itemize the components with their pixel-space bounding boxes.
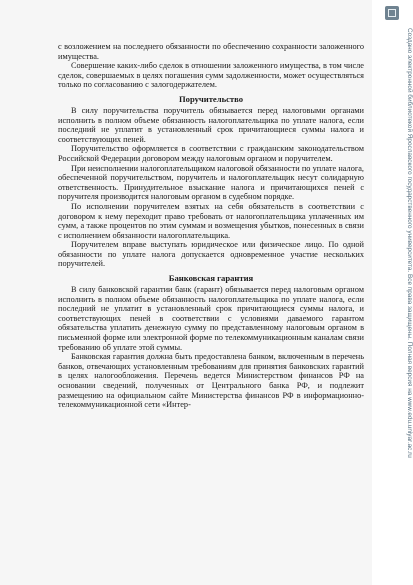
page-content: [58, 42, 364, 410]
paragraph: Совершение каких-либо сделок в отношении заложенного имущества, в том числе сделок, совершаемых в целях погашения сумм задолженности, может осуществляться только по согласованию с залогодержателем.: [58, 61, 364, 90]
watermark-text: Создано электронной библиотекой Ярославского государственного университета. Все права защищены. Полная версия на www.edu.uniyar.ac.ru: [406, 28, 413, 458]
paragraph: Поручителем вправе выступать юридическое или физическое лицо. По одной обязанности по уплате налога допускается одновременное участие нескольких поручителей.: [58, 240, 364, 269]
library-logo-icon: [385, 6, 399, 20]
paragraph: При неисполнении налогоплательщиком налоговой обязанности по уплате налога, обеспеченной поручительством, поручитель и налогоплательщик несут солидарную ответственность. Принудительное взыскание налога и причитающихся пеней с поручителя производится налоговым органом в судебном порядке.: [58, 163, 364, 202]
paragraph: Поручительство оформляется в соответствии с гражданским законодательством Российской Федерации договором между налоговым органом и поручителем.: [58, 144, 364, 163]
section-heading-surety: Поручительство: [178, 93, 244, 104]
paragraph: В силу поручительства поручитель обязывается перед налоговыми органами исполнить в полном объеме обязанность налогоплательщика по уплате налога, если последний не уплатит в установленный срок причитающиеся суммы налога и соответствующих пеней.: [58, 105, 364, 144]
watermark-text-wrap: [372, 28, 413, 568]
paragraph: Банковская гарантия должна быть предоставлена банком, включенным в перечень банков, отвечающих установленным требованиям для принятия банковских гарантий в целях налогообложения. Перечень ведется Министерством финансов РФ на основании сведений, полученных от Центрального банка РФ, и подлежит размещению на официальном сайте Министерства финансов РФ в информационно-телекоммуникационной сети «Интер-: [58, 352, 364, 410]
paragraph: По исполнении поручителем взятых на себя обязательств в соответствии с договором к нему переходит право требовать от налогоплательщика уплаченных им сумм, а также процентов по этим суммам и возмещения убытков, понесенных в связи с исполнением обязанности налогоплательщика.: [58, 201, 364, 240]
paragraph: с возложением на последнего обязанности по обеспечению сохранности заложенного имущества.: [58, 42, 364, 61]
watermark-sidebar: [372, 0, 413, 585]
paragraph: В силу банковской гарантии банк (гарант) обязывается перед налоговым органом исполнить в полном объеме обязанность налогоплательщика по уплате налога, если последний не уплатит в установленный срок причитающиеся суммы налога, и соответствующих пеней в соответствии с условиями даваемого гарантом обязательства уплатить денежную сумму по представленному налоговым органом в письменной форме или электронной форме по телекоммуникационным каналам связи требованию об уплате этой суммы.: [58, 285, 364, 352]
section-heading-guarantee: Банковская гарантия: [168, 273, 254, 284]
